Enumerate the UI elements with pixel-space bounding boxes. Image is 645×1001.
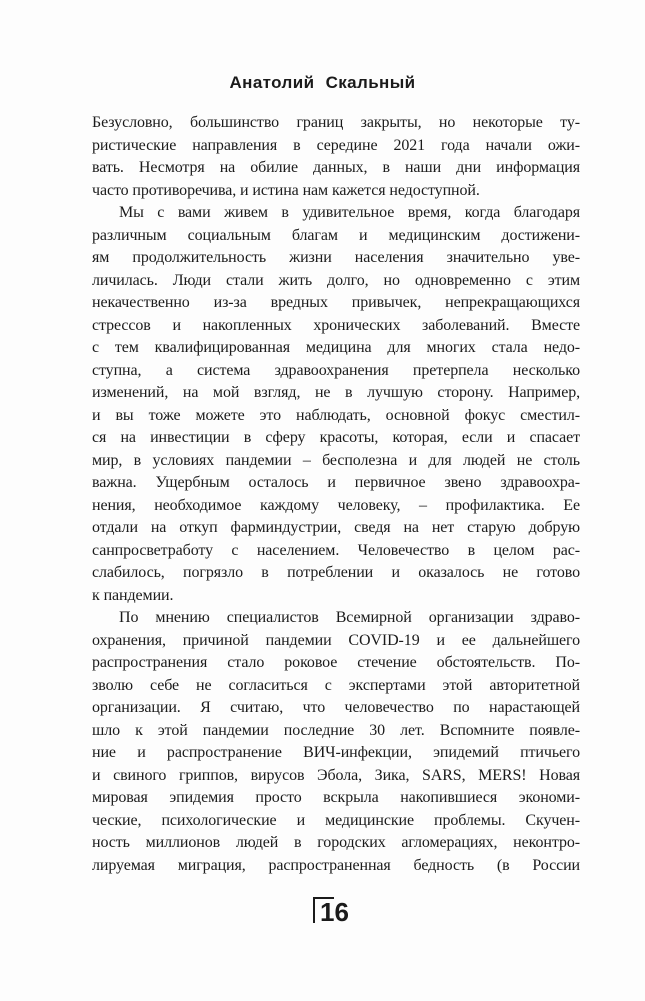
text-line: личилась. Люди стали жить долго, но одновременно с этим [92,271,580,289]
text-line: ям продолжительность жизни населения значительно уве- [92,249,580,266]
text-line: некачественно из-за вредных привычек, непрекращающихся [92,294,580,311]
text-line: вать. Несмотря на обилие данных, в наши дни информация [92,159,580,176]
text-line: шло к этой пандемии последние 30 лет. Вспомните появле- [92,721,580,739]
paragraph [92,112,580,202]
text-line: По мнению специалистов Всемирной организации здраво- [119,609,580,626]
text-line: и свиного гриппов, вирусов Эбола, Зика, SARS, MERS! Новая [92,766,580,784]
text-line: ческие, психологические и медицинские проблемы. Скучен- [92,811,580,829]
text-line: зволю себе не согласиться с экспертами этой авторитетной [92,676,580,694]
text-line: мировая эпидемия просто вскрыла накопившиеся экономи- [92,789,580,806]
text-line: охранения, причиной пандемии COVID-19 и ее дальнейшего [92,631,580,649]
text-line: различным социальным благам и медицинским достижени- [92,226,580,244]
author-running-head: Анатолий Скальный [229,73,416,92]
text-line: Безусловно, большинство границ закрыты, но некоторые ту- [92,114,580,131]
text-line: отдали на откуп фарминдустрии, сведя на нет старую добрую [92,519,580,536]
text-line: и вы тоже можете это наблюдать, основной фокус сместил- [92,406,580,424]
text-line: Мы с вами живем в удивительное время, когда благодаря [119,204,580,221]
text-line: важна. Ущербным осталось и первичное звено здравоохра- [92,474,580,491]
text-line: ристические направления в середине 2021 года начали ожи- [92,136,580,154]
text-line: организации. Я считаю, что человечество по нарастающей [92,699,580,716]
text-line: к пандемии. [92,586,174,604]
body-text [92,112,580,877]
paragraph [92,202,580,607]
page-number: 16 [320,897,349,927]
text-line: лируемая миграция, распространенная бедность (в России [92,856,580,874]
text-line: с тем квалифицированная медицина для многих стала недо- [92,339,580,356]
text-line: ступна, а система здравоохранения претерпела несколько [92,361,580,379]
text-line: санпросветработу с населением. Человечество в целом рас- [92,541,580,559]
paragraph [92,607,580,877]
text-line: ность миллионов людей в городских агломерациях, неконтро- [92,834,580,851]
text-line: часто противоречива, и истина нам кажется недоступной. [92,181,480,199]
text-line: ние и распространение ВИЧ-инфекции, эпидемий птичьего [92,744,580,761]
text-line: мир, в условиях пандемии – бесполезна и для людей не столь [92,451,580,469]
text-line: нения, необходимое каждому человеку, – профилактика. Ее [92,496,580,514]
text-line: распространения стало роковое стечение обстоятельств. По- [92,654,580,671]
text-line: слабилось, погрязло в потреблении и оказалось не готово [92,564,580,581]
text-line: стрессов и накопленных хронических заболеваний. Вместе [92,316,580,334]
text-line: ся на инвестиции в сферу красоты, которая, если и спасает [92,429,580,446]
text-line: изменений, на мой взгляд, не в лучшую сторону. Например, [92,384,580,401]
